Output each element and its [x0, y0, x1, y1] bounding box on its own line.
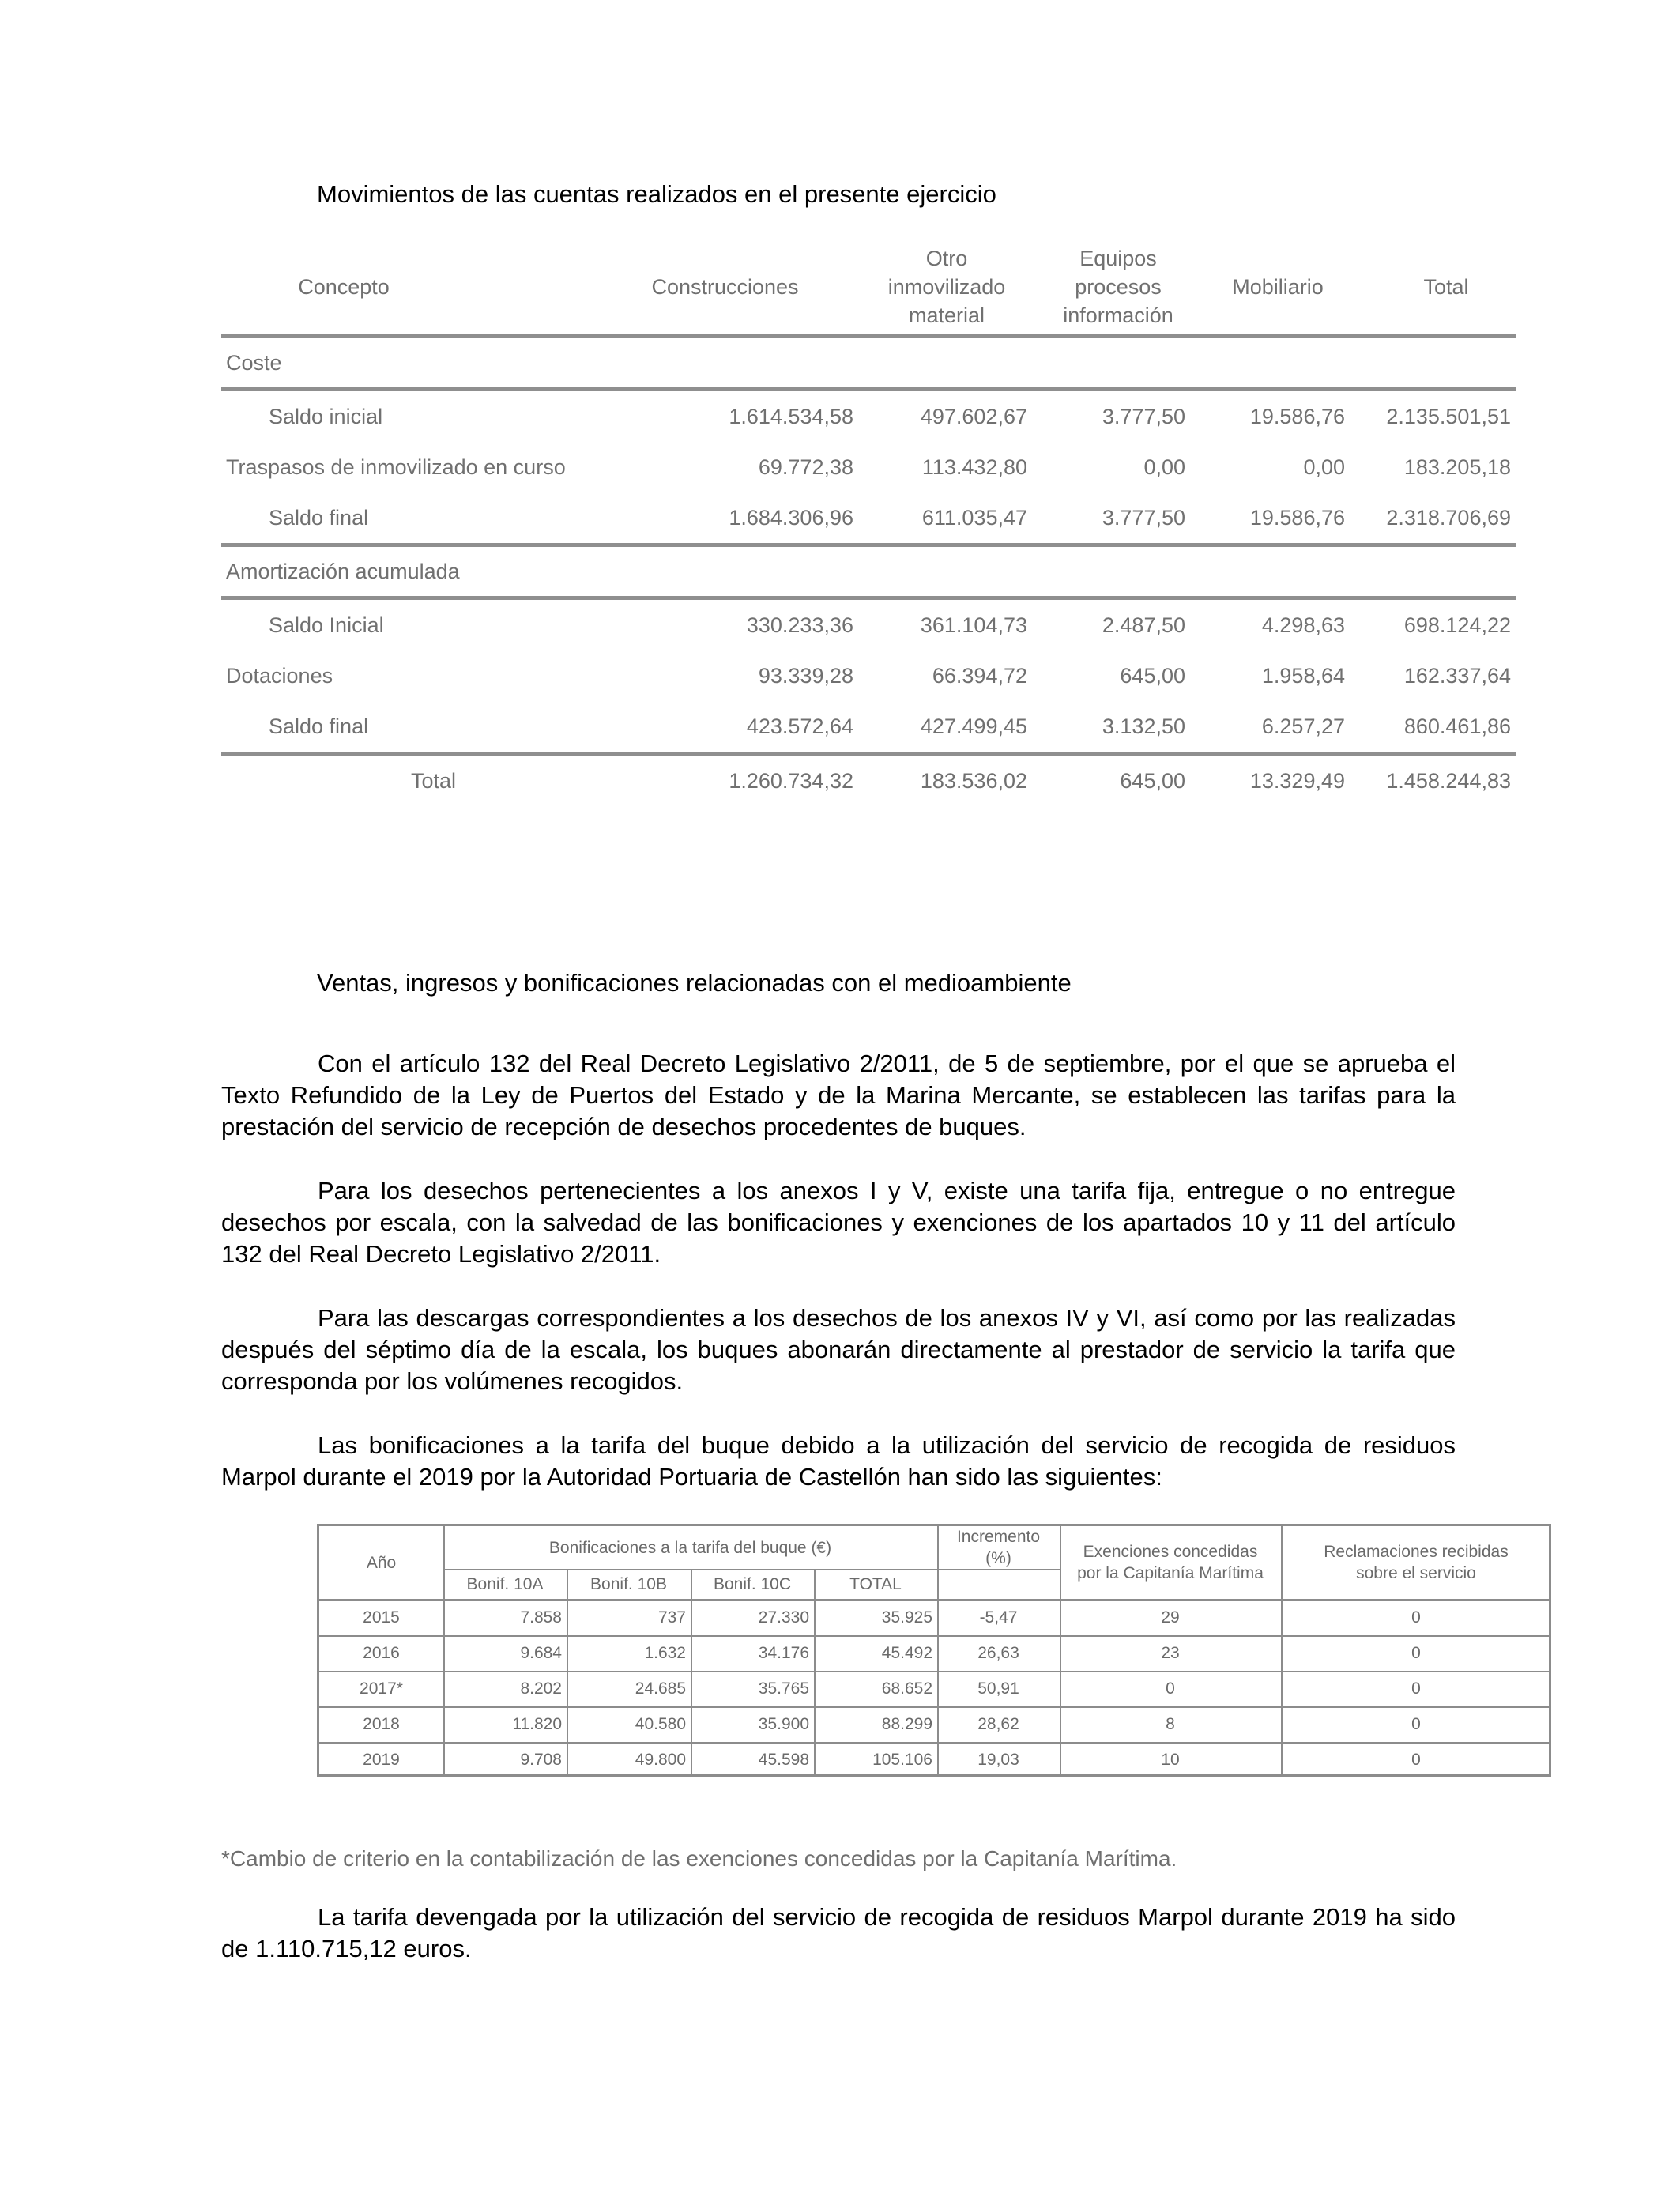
header-bonif-10b: Bonif. 10B	[590, 1574, 667, 1593]
header-exenciones: Exenciones concedidas por la Capitanía Marítima	[1077, 1543, 1264, 1582]
footnote: *Cambio de criterio en la contabilización de las exenciones concedidas por la Capitanía Marítima.	[221, 1846, 1177, 1871]
paragraph: Para las descargas correspondientes a los desechos de los anexos IV y VI, así como por las realizadas después del séptimo día de la escala, los buques abonarán directamente al prestador de servicio la tarifa que corresponda por los volúmenes recogidos.	[221, 1304, 1456, 1395]
paragraph: Las bonificaciones a la tarifa del buque debido a la utilización del servicio de recogida de residuos Marpol durante el 2019 por la Autoridad Portuaria de Castellón han sido las siguientes:	[221, 1431, 1456, 1491]
header-reclamaciones: Reclamaciones recibidas sobre el servicio	[1324, 1543, 1509, 1582]
header-total: Total	[1423, 275, 1469, 299]
header-concepto: Concepto	[298, 275, 390, 299]
paragraph: Con el artículo 132 del Real Decreto Legislativo 2/2011, de 5 de septiembre, por el que se aprueba el Texto Refundido de la Ley de Puertos del Estado y de la Marina Mercante, se establecen las tarifas para la prestación del servicio de recepción de desechos procedentes de buques.	[221, 1050, 1456, 1140]
table-row: Saldo final 423.572,64 427.499,45 3.132,50 6.257,27 860.461,86	[269, 714, 1511, 738]
total-row: Total 1.260.734,32 183.536,02 645,00 13.329,49 1.458.244,83	[221, 752, 1516, 806]
section-coste	[221, 338, 1516, 391]
header-otro-inmovilizado: Otro inmovilizado material	[887, 247, 1006, 327]
table-row: Dotaciones 93.339,28 66.394,72 645,00 1.958,64 162.337,64	[226, 664, 1511, 688]
header-equipos: Equipos procesos información	[1063, 247, 1173, 327]
paragraph-closing: La tarifa devengada por la utilización del servicio de recogida de residuos Marpol durante 2019 ha sido de 1.110.715,12 euros.	[221, 1903, 1456, 1962]
table-row: Traspasos de inmovilizado en curso 69.772,38 113.432,80 0,00 0,00 183.205,18	[226, 455, 1511, 479]
header-total: TOTAL	[849, 1574, 902, 1593]
header-construcciones: Construcciones	[651, 275, 799, 299]
section-amortizacion	[221, 543, 1516, 600]
section-title-ventas: Ventas, ingresos y bonificaciones relacionadas con el medioambiente	[317, 969, 1072, 997]
header-bonificaciones: Bonificaciones a la tarifa del buque (€)	[548, 1538, 832, 1557]
header-incremento: Incremento (%)	[956, 1528, 1041, 1567]
section-label: Amortización acumulada	[226, 560, 460, 583]
movimientos-table	[221, 239, 1516, 806]
table-header	[221, 239, 1516, 338]
table-row: Saldo final 1.684.306,96 611.035,47 3.777,50 19.586,76 2.318.706,69	[269, 506, 1511, 530]
header-bonif-10a: Bonif. 10A	[466, 1574, 544, 1593]
paragraph: Para los desechos pertenecientes a los anexos I y V, existe una tarifa fija, entregue o no entregue desechos por escala, con la salvedad de las bonificaciones y exenciones de los apartados 10 y 11 del artículo 132 del Real Decreto Legislativo 2/2011.	[221, 1177, 1456, 1268]
section-title-movimientos: Movimientos de las cuentas realizados en el presente ejercicio	[317, 180, 996, 208]
bonificaciones-table: Año Bonificaciones a la tarifa del buque (€) Bonif. 10A Bonif. 10B Bonif. 10C TOTAL Incremento (%) Exenciones concedidas por la Capitanía Marítima Reclamaciones recibidas sobre el servicio 2015 7.858 737 27.330 35.925 -5,47 29 0 2016 9.684 1.632 34.176 45.492 26,63 23 0 2017* 8.202 24.685 35.765 68.652 50,91 0 0 2018 11.820 40.580 35.900 88.299 28,62 8 0 2019 9.708 49.800 45.598 105.106 19,03 10 0	[317, 1524, 1551, 1777]
table-row: Saldo inicial 1.614.534,58 497.602,67 3.777,50 19.586,76 2.135.501,51	[269, 405, 1511, 428]
table-row: Saldo Inicial 330.233,36 361.104,73 2.487,50 4.298,63 698.124,22	[269, 613, 1511, 637]
header-anio: Año	[366, 1553, 397, 1572]
section-label: Coste	[226, 351, 282, 375]
header-bonif-10c: Bonif. 10C	[713, 1574, 792, 1593]
header-mobiliario: Mobiliario	[1232, 275, 1324, 299]
